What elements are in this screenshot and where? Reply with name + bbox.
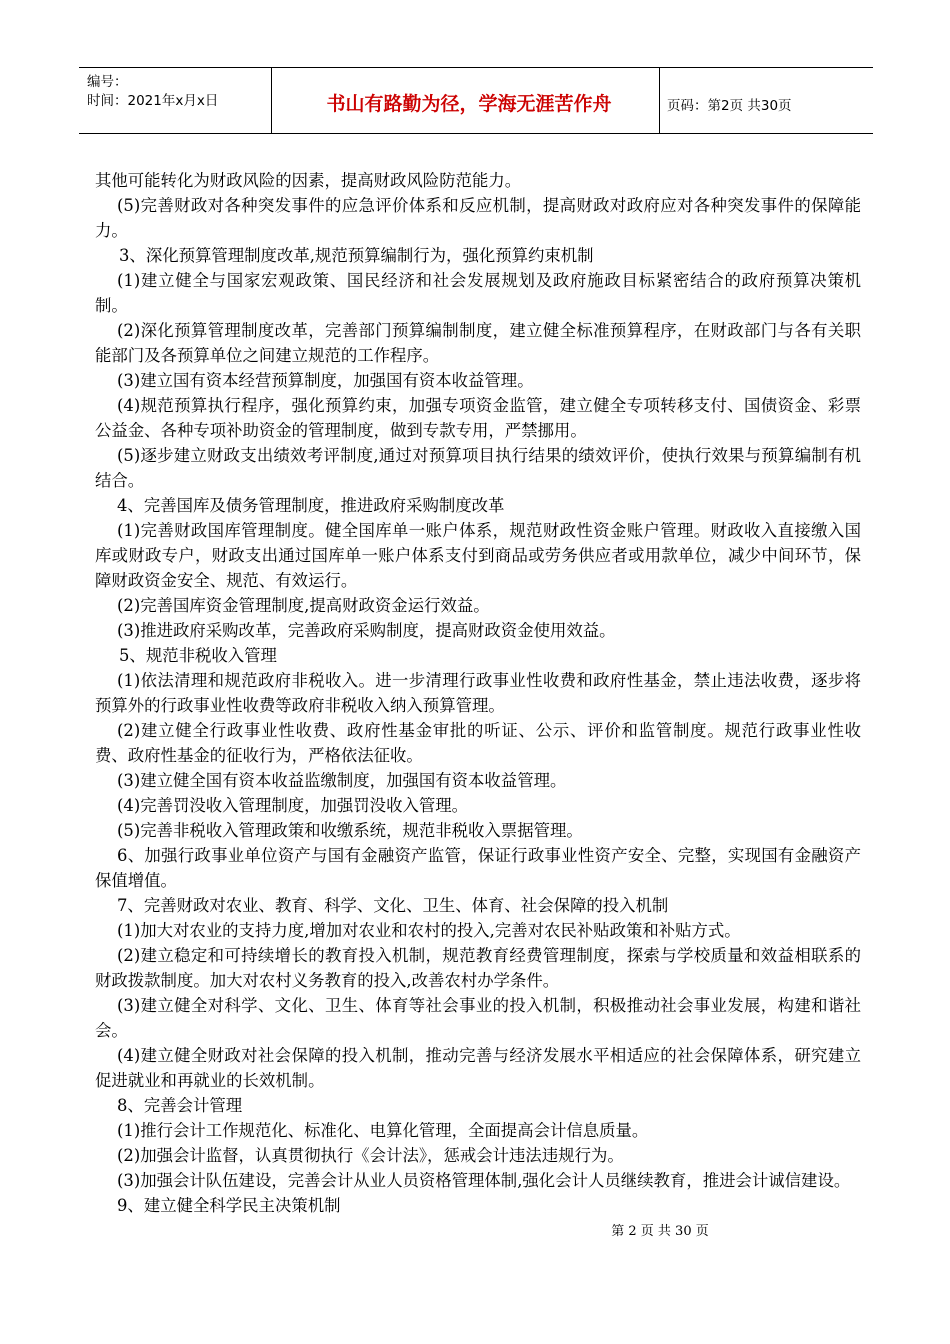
paragraph: (2)加强会计监督，认真贯彻执行《会计法》，惩戒会计违法违规行为。 — [117, 1146, 624, 1165]
paragraph: (2)建立稳定和可持续增长的教育投入机制，规范教育经费管理制度，探索与学校质量和效益相联系的财政拨款制度。加大对农村义务教育的投入,改善农村办学条件。 — [95, 946, 861, 990]
header-left-cell — [87, 73, 218, 111]
header-page-label: 页码：第2页 共30页 — [667, 98, 792, 114]
paragraph: (4)规范预算执行程序，强化预算约束，加强专项资金监管，建立健全专项转移支付、国债资金、彩票公益金、各种专项补助资金的管理制度，做到专款专用，严禁挪用。 — [95, 396, 861, 440]
paragraph: 9、建立健全科学民主决策机制 — [117, 1196, 341, 1215]
paragraph: (5)完善非税收入管理政策和收缴系统，规范非税收入票据管理。 — [117, 821, 583, 840]
paragraph: 7、完善财政对农业、教育、科学、文化、卫生、体育、社会保障的投入机制 — [117, 896, 669, 915]
paragraph: (1)依法清理和规范政府非税收入。进一步清理行政事业性收费和政府性基金，禁止违法收费，逐步将预算外的行政事业性收费等政府非税收入纳入预算管理。 — [95, 671, 861, 715]
paragraph: (4)完善罚没收入管理制度，加强罚没收入管理。 — [117, 796, 469, 815]
paragraph: 6、加强行政事业单位资产与国有金融资产监管，保证行政事业性资产安全、完整，实现国有金融资产保值增值。 — [95, 846, 861, 890]
header-motto: 书山有路勤为径，学海无涯苦作舟 — [326, 93, 612, 115]
paragraph: (1)完善财政国库管理制度。健全国库单一账户体系，规范财政性资金账户管理。财政收入直接缴入国库或财政专户，财政支出通过国库单一账户体系支付到商品或劳务供应者或用款单位，减少中间环节，保障财政资金安全、规范、有效运行。 — [95, 521, 861, 590]
header-divider-1 — [271, 67, 272, 134]
page-header — [79, 67, 873, 134]
serial-label: 编号： — [87, 74, 128, 90]
paragraph: (4)建立健全财政对社会保障的投入机制，推动完善与经济发展水平相适应的社会保障体系，研究建立促进就业和再就业的长效机制。 — [95, 1046, 861, 1090]
paragraph: (1)建立健全与国家宏观政策、国民经济和社会发展规划及政府施政目标紧密结合的政府预算决策机制。 — [95, 271, 861, 315]
paragraph: (3)推进政府采购改革，完善政府采购制度，提高财政资金使用效益。 — [117, 621, 616, 640]
paragraph: (2)完善国库资金管理制度,提高财政资金运行效益。 — [117, 596, 490, 615]
paragraph: (2)深化预算管理制度改革，完善部门预算编制制度，建立健全标准预算程序，在财政部门与各有关职能部门及各预算单位之间建立规范的工作程序。 — [95, 321, 861, 365]
paragraph: 5、规范非税收入管理 — [119, 646, 277, 665]
paragraph: (2)建立健全行政事业性收费、政府性基金审批的听证、公示、评价和监管制度。规范行政事业性收费、政府性基金的征收行为，严格依法征收。 — [95, 721, 861, 765]
paragraph: (1)加大对农业的支持力度,增加对农业和农村的投入,完善对农民补贴政策和补贴方式。 — [117, 921, 741, 940]
page-footer: 第 2 页 共 30 页 — [611, 1224, 709, 1239]
paragraph: (3)加强会计队伍建设，完善会计从业人员资格管理体制,强化会计人员继续教育，推进会计诚信建设。 — [117, 1171, 851, 1190]
date-label: 时间：2021年x月x日 — [87, 93, 219, 109]
paragraph: 其他可能转化为财政风险的因素，提高财政风险防范能力。 — [95, 171, 522, 190]
paragraph: 8、完善会计管理 — [117, 1096, 243, 1115]
paragraph: (3)建立健全对科学、文化、卫生、体育等社会事业的投入机制，积极推动社会事业发展，构建和谐社会。 — [95, 996, 861, 1040]
header-divider-2 — [659, 67, 660, 134]
paragraph: (1)推行会计工作规范化、标准化、电算化管理，全面提高会计信息质量。 — [117, 1121, 649, 1140]
paragraph: 3、深化预算管理制度改革,规范预算编制行为，强化预算约束机制 — [119, 246, 594, 265]
header-bottom-rule — [79, 133, 873, 134]
document-body — [95, 168, 861, 1218]
paragraph: (5)逐步建立财政支出绩效考评制度,通过对预算项目执行结果的绩效评价，使执行效果与预算编制有机结合。 — [95, 446, 861, 490]
paragraph: (5)完善财政对各种突发事件的应急评价体系和反应机制，提高财政对政府应对各种突发事件的保障能力。 — [95, 196, 861, 240]
paragraph: (3)建立健全国有资本收益监缴制度，加强国有资本收益管理。 — [117, 771, 567, 790]
paragraph: (3)建立国有资本经营预算制度，加强国有资本收益管理。 — [117, 371, 534, 390]
header-top-rule — [79, 67, 873, 68]
paragraph: 4、完善国库及债务管理制度，推进政府采购制度改革 — [117, 496, 505, 515]
